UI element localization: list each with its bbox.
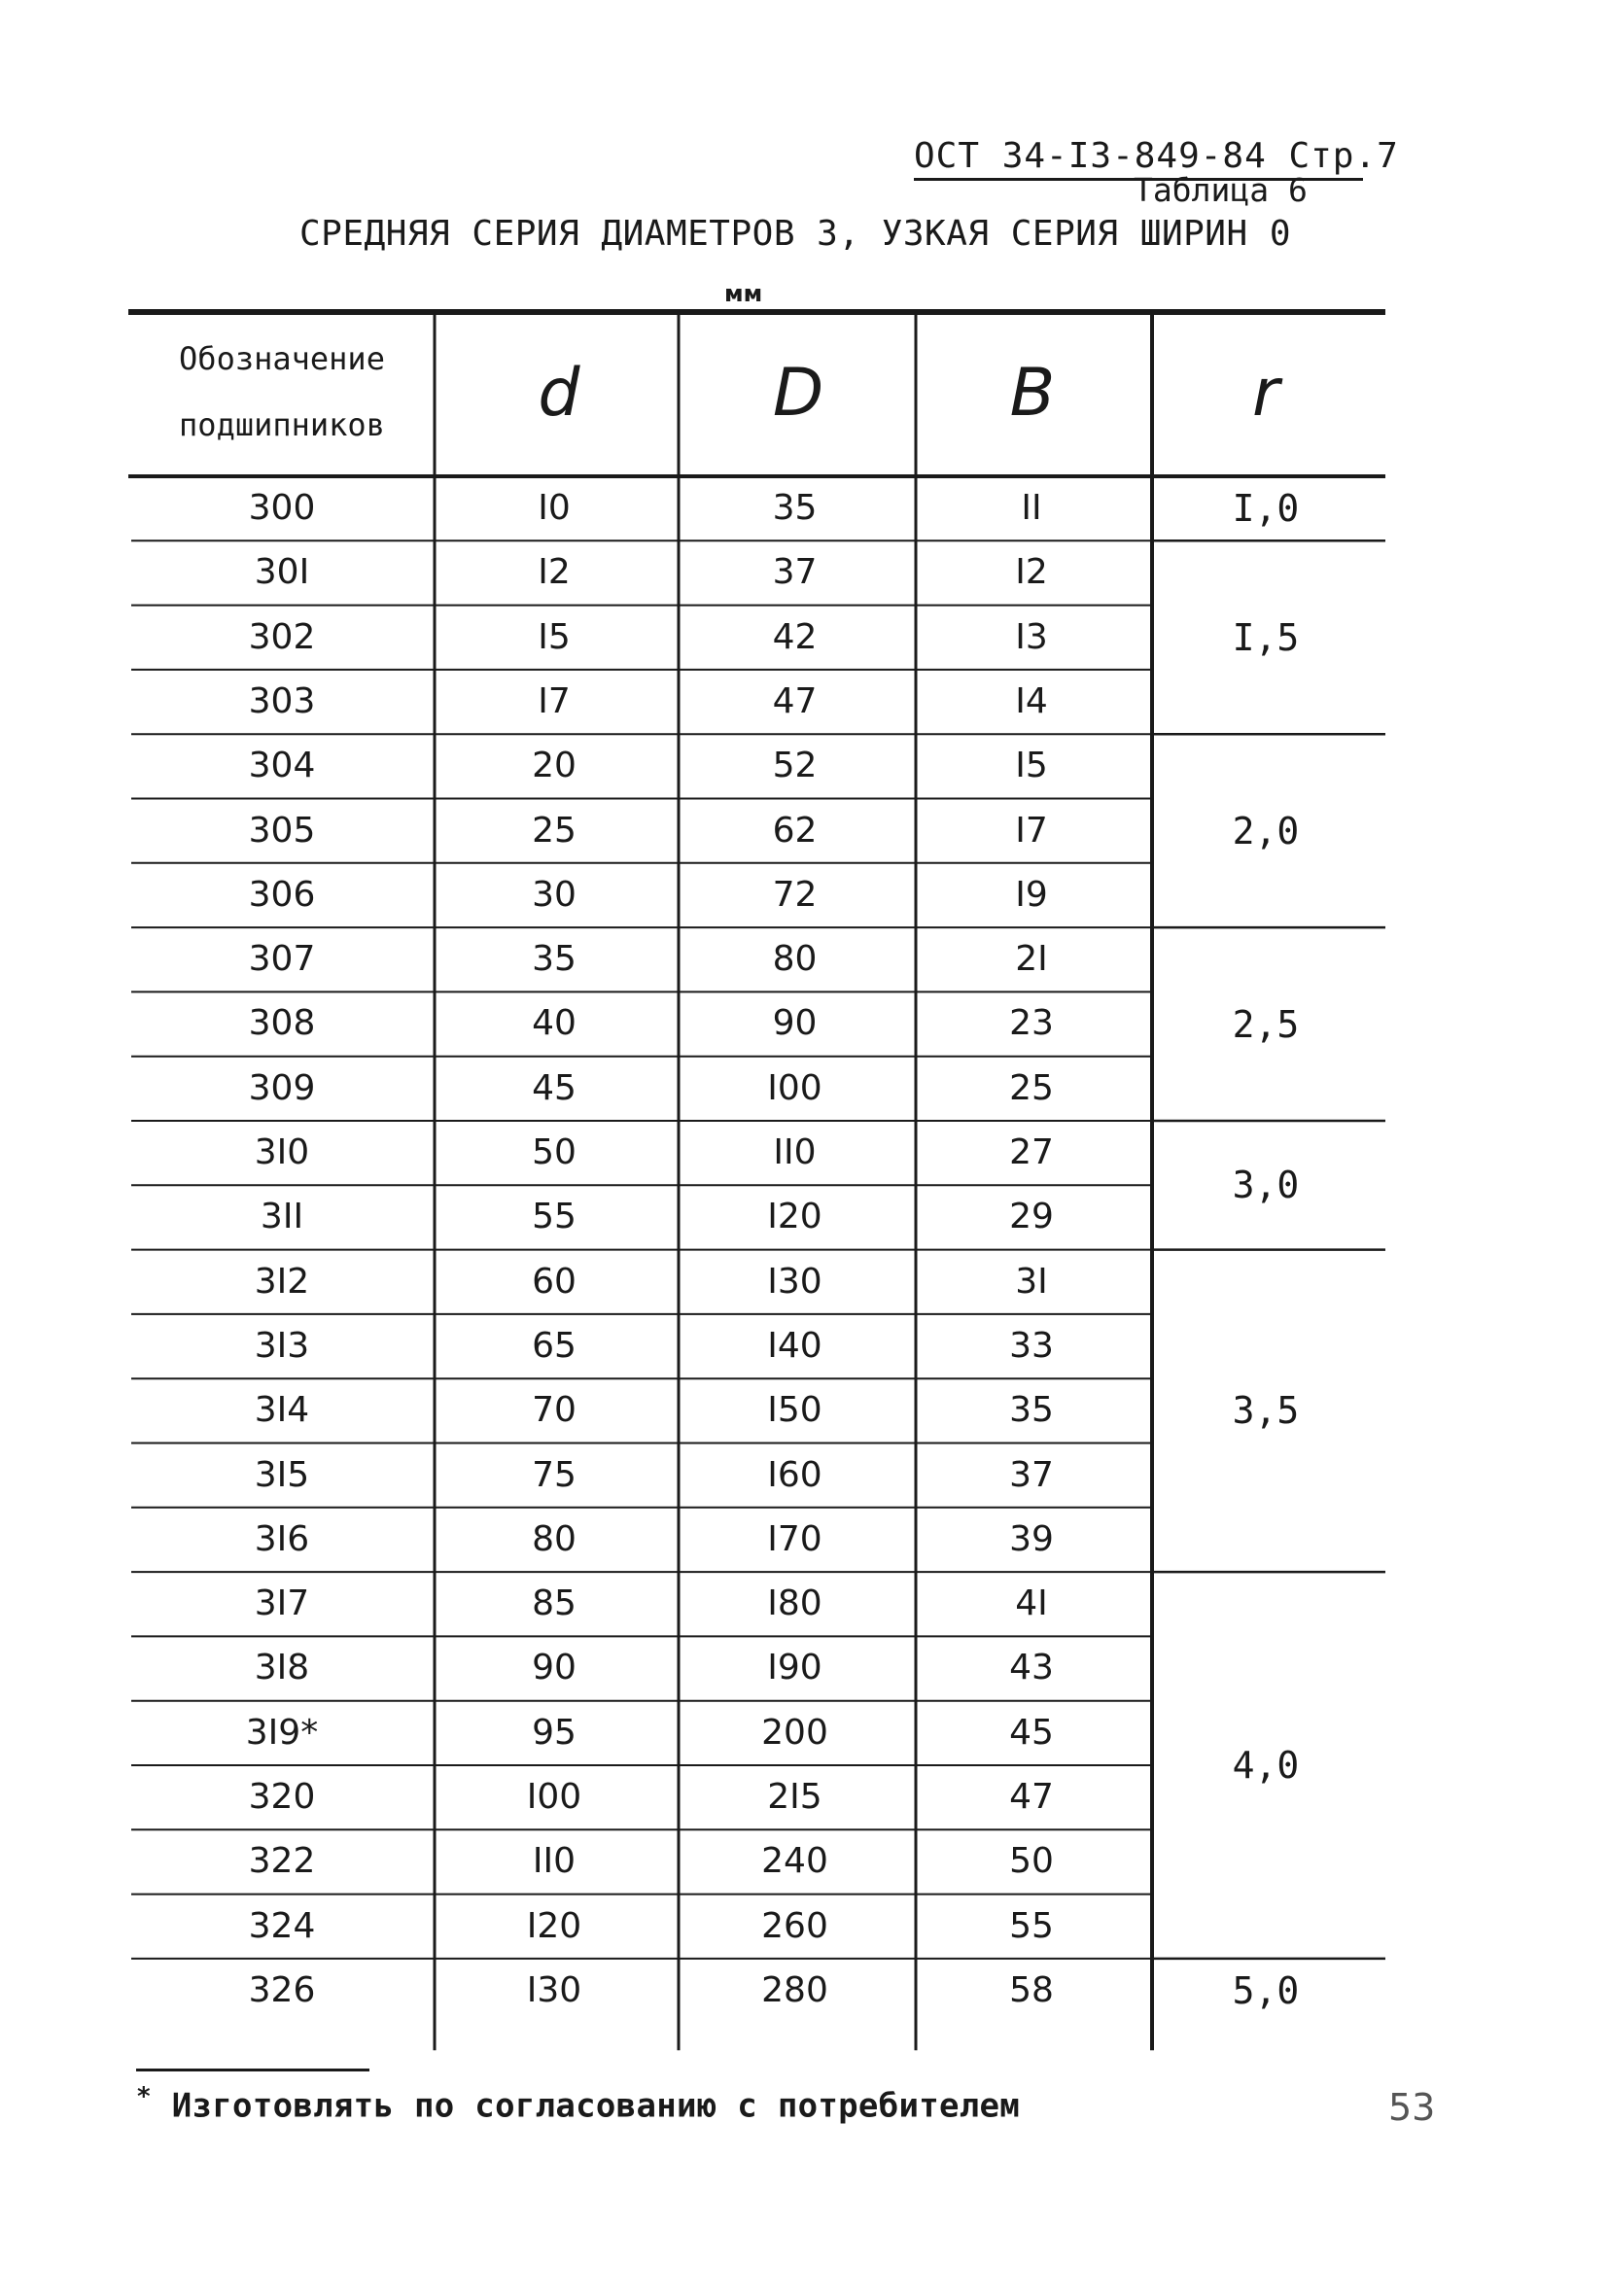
table-cell-D: I00 [767, 1067, 822, 1108]
table-cell-D: 200 [761, 1712, 828, 1753]
table-cell-B: I9 [1015, 874, 1048, 915]
table-cell-designation: 303 [248, 680, 316, 721]
table-cell-D: I20 [767, 1197, 822, 1237]
footnote [136, 2082, 1020, 2125]
table-cell-r: 2,5 [1232, 1002, 1300, 1046]
table-cell-designation: 3I4 [254, 1390, 310, 1431]
table-cell-B: 27 [1009, 1132, 1054, 1172]
table-cell-D: 62 [772, 810, 818, 851]
table-cell-d: I2 [538, 552, 571, 593]
table-cell-d: 55 [532, 1197, 577, 1237]
table-cell-designation: 3I2 [254, 1261, 310, 1302]
table-cell-designation: 320 [248, 1777, 316, 1817]
page-number: 53 [1388, 2086, 1436, 2129]
table-cell-designation: 324 [248, 1905, 316, 1946]
table-cell-d: 45 [532, 1067, 577, 1108]
table-cell-d: 85 [532, 1583, 577, 1624]
table-cell-designation: 309 [248, 1067, 316, 1108]
table-cell-d: 50 [532, 1132, 577, 1172]
table-cell-d: 25 [532, 810, 577, 851]
table-cell-B: 4I [1015, 1583, 1048, 1624]
table-cell-B: 29 [1009, 1197, 1054, 1237]
table-cell-D: I40 [767, 1325, 822, 1366]
table-cell-designation: 300 [248, 488, 316, 528]
header-designation: Обозначение подшипников [179, 340, 385, 443]
table-cell-r: 5,0 [1232, 1969, 1300, 2013]
table-cell-designation: 3I0 [254, 1132, 310, 1172]
table-cell-B: 55 [1009, 1905, 1054, 1946]
table-cell-D: 37 [772, 552, 818, 593]
table-cell-B: 23 [1009, 1003, 1054, 1044]
table-title: СРЕДНЯЯ СЕРИЯ ДИАМЕТРОВ 3, УЗКАЯ СЕРИЯ ШИРИН 0 [299, 214, 1291, 254]
table-cell-B: 37 [1009, 1454, 1054, 1495]
table-cell-d: I00 [526, 1777, 582, 1817]
table-cell-designation: 307 [248, 939, 316, 980]
table-cell-D: I60 [767, 1454, 822, 1495]
table-cell-designation: 302 [248, 616, 316, 657]
table-cell-D: I30 [767, 1261, 822, 1302]
table-cell-B: 50 [1009, 1841, 1054, 1882]
table-cell-d: 90 [532, 1648, 577, 1688]
table-cell-B: II [1021, 488, 1042, 528]
table-cell-designation: 306 [248, 874, 316, 915]
table-label: Таблица 6 [1134, 171, 1308, 209]
table-cell-D: I70 [767, 1518, 822, 1559]
table-cell-designation: 3I7 [254, 1583, 310, 1624]
table-cell-d: I0 [538, 488, 571, 528]
table-cell-D: II0 [773, 1132, 817, 1172]
table-cell-r: 3,0 [1232, 1164, 1300, 1207]
table-cell-designation: 3I5 [254, 1454, 310, 1495]
table-cell-B: 43 [1009, 1648, 1054, 1688]
table-cell-B: 3I [1015, 1261, 1048, 1302]
table-cell-d: I5 [538, 616, 571, 657]
unit-label: мм [724, 280, 763, 307]
table-cell-r: 4,0 [1232, 1744, 1300, 1787]
table-cell-B: 35 [1009, 1390, 1054, 1431]
table-cell-D: 35 [772, 488, 818, 528]
table-cell-d: 40 [532, 1003, 577, 1044]
table-cell-B: 45 [1009, 1712, 1054, 1753]
table-cell-D: 52 [772, 746, 818, 786]
table-cell-D: 280 [761, 1969, 828, 2010]
table-cell-designation: 326 [248, 1969, 316, 2010]
header-B: B [1009, 355, 1056, 432]
table-cell-D: I90 [767, 1648, 822, 1688]
table-cell-designation: 3II [260, 1197, 304, 1237]
table-cell-D: 72 [772, 874, 818, 915]
table-cell-B: 25 [1009, 1067, 1054, 1108]
table-cell-d: 20 [532, 746, 577, 786]
table-cell-designation: 322 [248, 1841, 316, 1882]
table-cell-r: I,5 [1232, 615, 1300, 659]
table-cell-D: I80 [767, 1583, 822, 1624]
footnote-mark: * [136, 2082, 152, 2111]
header-r: r [1252, 355, 1279, 432]
table-cell-D: 240 [761, 1841, 828, 1882]
footnote-text: Изготовлять по согласованию с потребителем [171, 2086, 1021, 2126]
table-cell-d: 70 [532, 1390, 577, 1431]
table-cell-d: I20 [526, 1905, 582, 1946]
table-cell-D: 90 [772, 1003, 818, 1044]
table-cell-designation: 30I [254, 552, 310, 593]
table-cell-B: 33 [1009, 1325, 1054, 1366]
table-cell-B: I3 [1015, 616, 1048, 657]
table-cell-B: I7 [1015, 810, 1048, 851]
table-cell-designation: 3I9* [245, 1712, 319, 1753]
table-cell-d: 35 [532, 939, 577, 980]
table-cell-d: 65 [532, 1325, 577, 1366]
table-cell-B: 47 [1009, 1777, 1054, 1817]
table-cell-B: 58 [1009, 1969, 1054, 2010]
table-cell-designation: 305 [248, 810, 316, 851]
header-d: d [538, 355, 580, 432]
table-cell-r: 3,5 [1232, 1389, 1300, 1433]
table-cell-designation: 3I3 [254, 1325, 310, 1366]
table-cell-designation: 304 [248, 746, 316, 786]
table-cell-B: I5 [1015, 746, 1048, 786]
table-cell-designation: 3I6 [254, 1518, 310, 1559]
table-cell-r: I,0 [1232, 487, 1300, 531]
table-cell-D: 260 [761, 1905, 828, 1946]
table-cell-d: 95 [532, 1712, 577, 1753]
table-cell-d: I30 [526, 1969, 582, 2010]
table-cell-D: 80 [772, 939, 818, 980]
table-cell-d: II0 [532, 1841, 577, 1882]
header-D: D [772, 355, 824, 432]
table-cell-D: 2I5 [767, 1777, 822, 1817]
table-cell-B: I4 [1015, 680, 1048, 721]
table-cell-D: I50 [767, 1390, 822, 1431]
table-cell-d: 30 [532, 874, 577, 915]
table-cell-d: 80 [532, 1518, 577, 1559]
table-cell-r: 2,0 [1232, 809, 1300, 852]
table-cell-B: I2 [1015, 552, 1048, 593]
footnote-rule [136, 2069, 369, 2071]
table-cell-D: 47 [772, 680, 818, 721]
table-cell-D: 42 [772, 616, 818, 657]
table-cell-B: 2I [1015, 939, 1048, 980]
table-cell-d: 75 [532, 1454, 577, 1495]
table-cell-B: 39 [1009, 1518, 1054, 1559]
table-cell-designation: 3I8 [254, 1648, 310, 1688]
document-code: ОСТ 34-I3-849-84 Стр.7 [914, 136, 1399, 176]
table-cell-d: 60 [532, 1261, 577, 1302]
table-cell-d: I7 [538, 680, 571, 721]
table-cell-designation: 308 [248, 1003, 316, 1044]
